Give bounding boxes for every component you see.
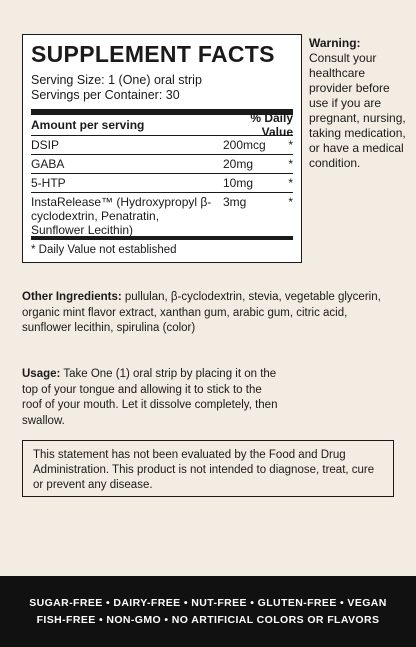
facts-row xyxy=(31,154,293,173)
warning-label: Warning: xyxy=(309,36,361,50)
supplement-facts-panel xyxy=(22,34,302,263)
usage-text: Take One (1) oral strip by placing it on the top of your tongue and allowing it to stick to the roof of your mouth. Let it dissolve completely, then swallow. xyxy=(22,368,278,427)
footer-line-2: FISH-FREE • NON-GMO • NO ARTIFICIAL COLORS OR FLAVORS xyxy=(36,614,380,626)
footer-banner xyxy=(0,576,416,647)
serving-size: Serving Size: 1 (One) oral strip xyxy=(31,73,202,87)
usage-label: Usage: xyxy=(22,368,61,380)
fda-disclaimer: This statement has not been evaluated by the Food and Drug Administration. This product is not intended to diagnose, treat, cure or prevent any disease. xyxy=(22,440,394,497)
ingredient-dv: * xyxy=(288,176,293,190)
ingredient-amount: 3mg xyxy=(223,195,247,209)
ingredient-dv: * xyxy=(288,195,293,209)
ingredient-name: 5-HTP xyxy=(31,176,66,190)
header-daily-value: % Daily Value xyxy=(250,111,293,139)
other-ingredients-label: Other Ingredients: xyxy=(22,291,122,303)
header-amount: Amount per serving xyxy=(31,118,145,132)
ingredient-name: GABA xyxy=(31,157,65,171)
usage xyxy=(22,367,282,429)
warning-text: Consult your healthcare provider before use if you are pregnant, nursing, taking medication, or have a medical condition. xyxy=(309,51,406,170)
facts-row xyxy=(31,192,293,236)
facts-footnote: * Daily Value not established xyxy=(31,244,177,256)
servings-per-container: Servings per Container: 30 xyxy=(31,88,180,102)
footer-line-1: SUGAR-FREE • DAIRY-FREE • NUT-FREE • GLUTEN-FREE • VEGAN xyxy=(29,597,387,609)
other-ingredients-text: pullulan, β-cyclodextrin, stevia, vegetable glycerin, organic mint flavor extract, xanthan gum, arabic gum, citric acid, sunflower lecithin, spirulina (color) xyxy=(22,291,381,334)
facts-title: SUPPLEMENT FACTS xyxy=(31,41,275,67)
other-ingredients xyxy=(22,290,382,337)
ingredient-dv: * xyxy=(288,157,293,171)
facts-row xyxy=(31,173,293,192)
ingredient-amount: 10mg xyxy=(223,176,254,190)
ingredient-amount: 20mg xyxy=(223,157,254,171)
facts-row xyxy=(31,135,293,154)
ingredient-name: DSIP xyxy=(31,138,60,152)
facts-header-row xyxy=(31,111,293,139)
ingredient-dv: * xyxy=(288,138,293,152)
ingredient-amount: 200mcg xyxy=(223,138,266,152)
warning-block xyxy=(309,36,409,171)
ingredient-name: InstaRelease™ (Hydroxypropyl β-cyclodextrin, Penatratin, Sunflower Lecithin) xyxy=(31,195,212,237)
